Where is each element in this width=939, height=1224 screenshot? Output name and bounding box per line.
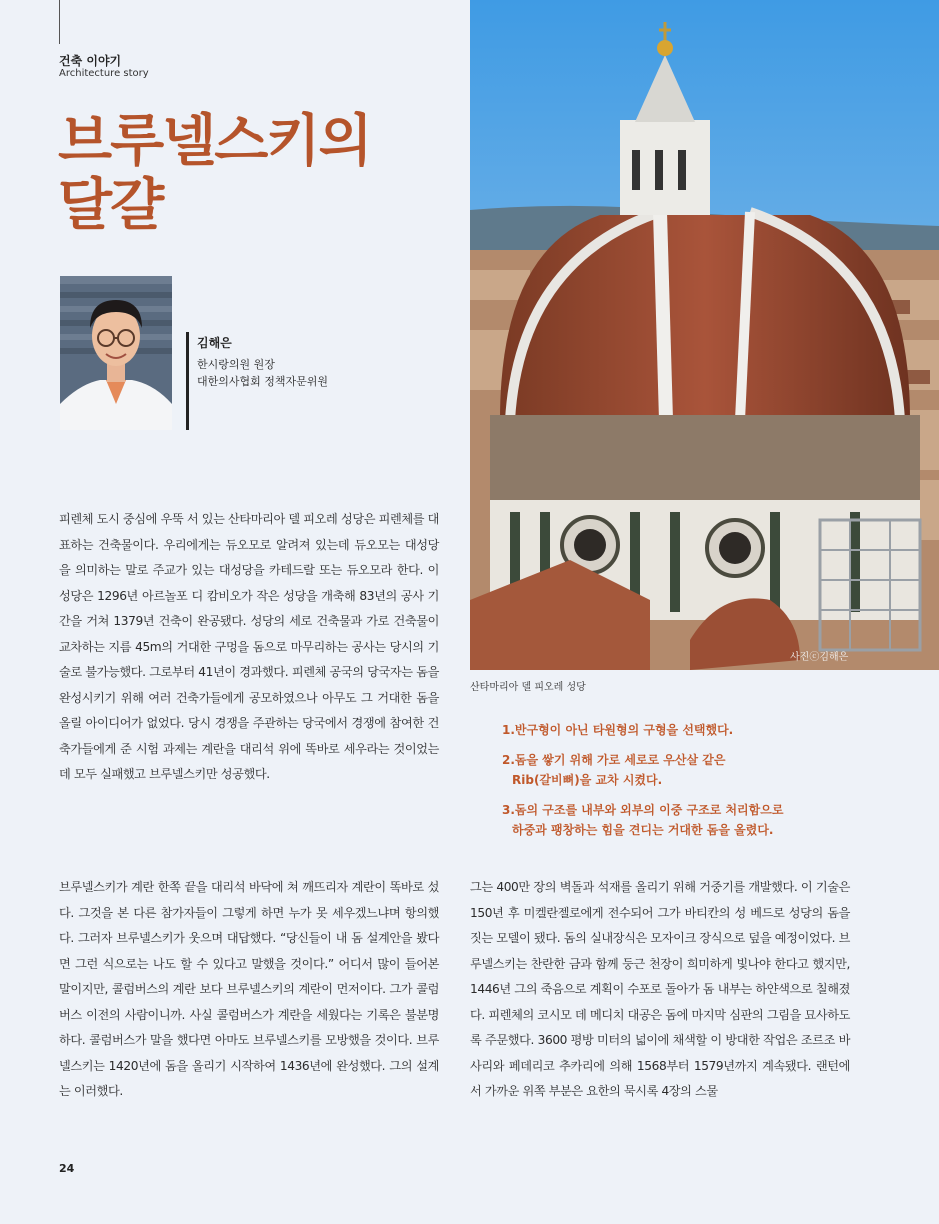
- author-affiliation: 대한의사협회 정책자문위원: [197, 375, 329, 388]
- author-divider: [186, 332, 189, 430]
- highlight-item-3: [502, 800, 783, 840]
- highlight-item-3-line-2: 하중과 팽창하는 힘을 견디는 거대한 돔을 올렸다.: [512, 823, 774, 837]
- highlight-item-3-line-1: 3.돔의 구조를 내부와 외부의 이중 구조로 처리함으로: [502, 803, 784, 817]
- section-label: 건축 이야기: [59, 54, 122, 68]
- title-line-1: 브루넬스키의: [58, 109, 371, 174]
- highlight-item-2-line-2: Rib(갈비뼈)을 교차 시켰다.: [512, 773, 663, 787]
- photo-credit: 사진ⓒ김해은: [790, 652, 849, 663]
- body-paragraph-1: 피렌체 도시 중심에 우뚝 서 있는 산타마리아 델 피오레 성당은 피렌체를 대표하는 건축물이다. 우리에게는 듀오모로 알려져 있는데 듀오모는 대성당을 의미하는 말로 주교가 있는 대성당을 카테드랄 또는 듀오모라 한다. 이 성당은 1296년 아르놀포 디 캄비오가 작은 성당을 개축해 83년의 공사 기간을 거쳐 1379년 건축이 완공됐다. 성당의 세로 건축물과 가로 건축물이 교차하는 지름 45m의 거대한 구멍을 돔으로 마무리하는 공사는 당시의 기술로 불가능했다. 그로부터 41년이 경과했다. 피렌체 공국의 당국자는 돔을 완성시키기 위해 여러 건축가들에게 공모하였으나 아무도 그 거대한 돔을 올릴 아이디어가 없었다. 당시 경쟁을 주관하는 당국에서 경쟁에 참여한 건축가들에게 준 시험 과제는 계란을 대리석 위에 똑바로 세우라는 것이었는데 모두 실패했고 브루넬스키만 성공했다.: [59, 512, 439, 781]
- highlight-item-2-line-1: 2.돔을 쌓기 위해 가로 세로로 우산살 같은: [502, 753, 726, 767]
- section-label-en: Architecture story: [59, 68, 149, 79]
- highlight-item-1: 1.반구형이 아닌 타원형의 구형을 선택했다.: [502, 723, 734, 737]
- highlight-item-2: [502, 750, 725, 790]
- header-rule: [59, 0, 60, 44]
- cathedral-photo: [470, 0, 939, 670]
- author-portrait: [60, 276, 172, 430]
- article-title: [58, 110, 371, 238]
- body-paragraph-3: 그는 400만 장의 벽돌과 석재를 올리기 위해 거중기를 개발했다. 이 기술은 150년 후 미켈란젤로에게 전수되어 그가 바티칸의 성 베드로 성당의 돔을 짓는 모델이 됐다. 돔의 실내장식은 모자이크 장식으로 덮을 예정이었다. 브루넬스키는 찬란한 금과 함께 둥근 천장이 희미하게 빛나야 한다고 했지만, 1446년 그의 죽음으로 계획이 수포로 돌아가 돔 내부는 하얀색으로 칠해졌다. 피렌체의 코시모 데 메디치 대공은 돔에 마지막 심판의 그림을 묘사하도록 주문했다. 3600 평방 미터의 넓이에 채색할 이 방대한 작업은 조르조 바사리와 페데리코 추카리에 의해 1568부터 1579년까지 계속됐다. 랜턴에서 가까운 위쪽 부분은 요한의 묵시록 4장의 스물: [470, 880, 850, 1098]
- photo-caption: 산타마리아 델 피오레 성당: [470, 682, 586, 693]
- author-role: 한시랑의원 원장: [197, 358, 275, 371]
- body-paragraph-2: 브루넬스키가 계란 한쪽 끝을 대리석 바닥에 쳐 깨뜨리자 계란이 똑바로 섰다. 그것을 본 다른 참가자들이 그렇게 하면 누가 못 세우겠느냐며 항의했다. 그러자 브루넬스키가 웃으며 대답했다. “당신들이 내 돔 설계안을 봤다면 그런 식으로는 나도 할 수 있다고 말했을 것이다.” 어디서 많이 들어본 말이지만, 콜럼버스의 계란 보다 브루넬스키의 계란이 먼저이다. 그가 콜럼버스 이전의 사람이니까. 사실 콜럼버스가 계란을 세웠다는 기록은 불분명하다. 콜럼버스가 말을 했다면 아마도 브루넬스키를 모방했을 것이다. 브루넬스키는 1420년에 돔을 올리기 시작하여 1436년에 완성했다. 그의 설계는 이러했다.: [59, 880, 439, 1098]
- author-name: 김해은: [197, 336, 232, 350]
- title-line-2: 달걀: [58, 173, 163, 238]
- page-number: 24: [59, 1162, 75, 1175]
